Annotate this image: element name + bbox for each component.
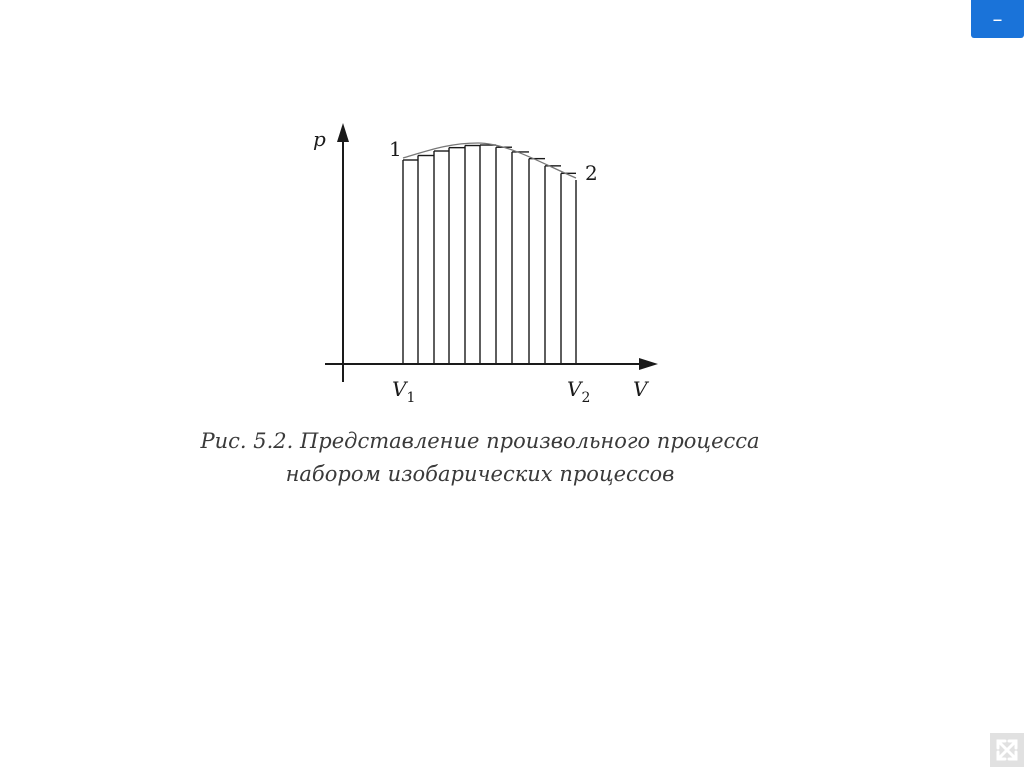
v-axis-arrow (639, 358, 658, 370)
point-2-label: 2 (585, 161, 598, 185)
fullscreen-arrows-icon (990, 733, 1024, 767)
v1-main: V (392, 377, 407, 401)
p-axis-arrow (337, 123, 349, 142)
v-axis-label: V (633, 377, 648, 401)
fullscreen-button[interactable] (990, 733, 1024, 767)
v1-label (392, 377, 415, 406)
point-1-label: 1 (389, 137, 402, 161)
figure-caption (130, 425, 830, 491)
caption-line-2: набором изобарических процессов (285, 462, 675, 486)
v1-sub: 1 (406, 390, 416, 406)
v2-label (567, 377, 590, 406)
v2-sub: 2 (581, 390, 591, 406)
isobaric-strips (403, 145, 576, 364)
v2-main: V (567, 377, 582, 401)
caption-line-1: Рис. 5.2. Представление произвольного процесса (200, 429, 760, 453)
minimize-button[interactable] (971, 0, 1024, 38)
p-axis-label: p (313, 127, 326, 151)
process-curve (403, 143, 576, 178)
minimize-icon: – (992, 7, 1003, 31)
